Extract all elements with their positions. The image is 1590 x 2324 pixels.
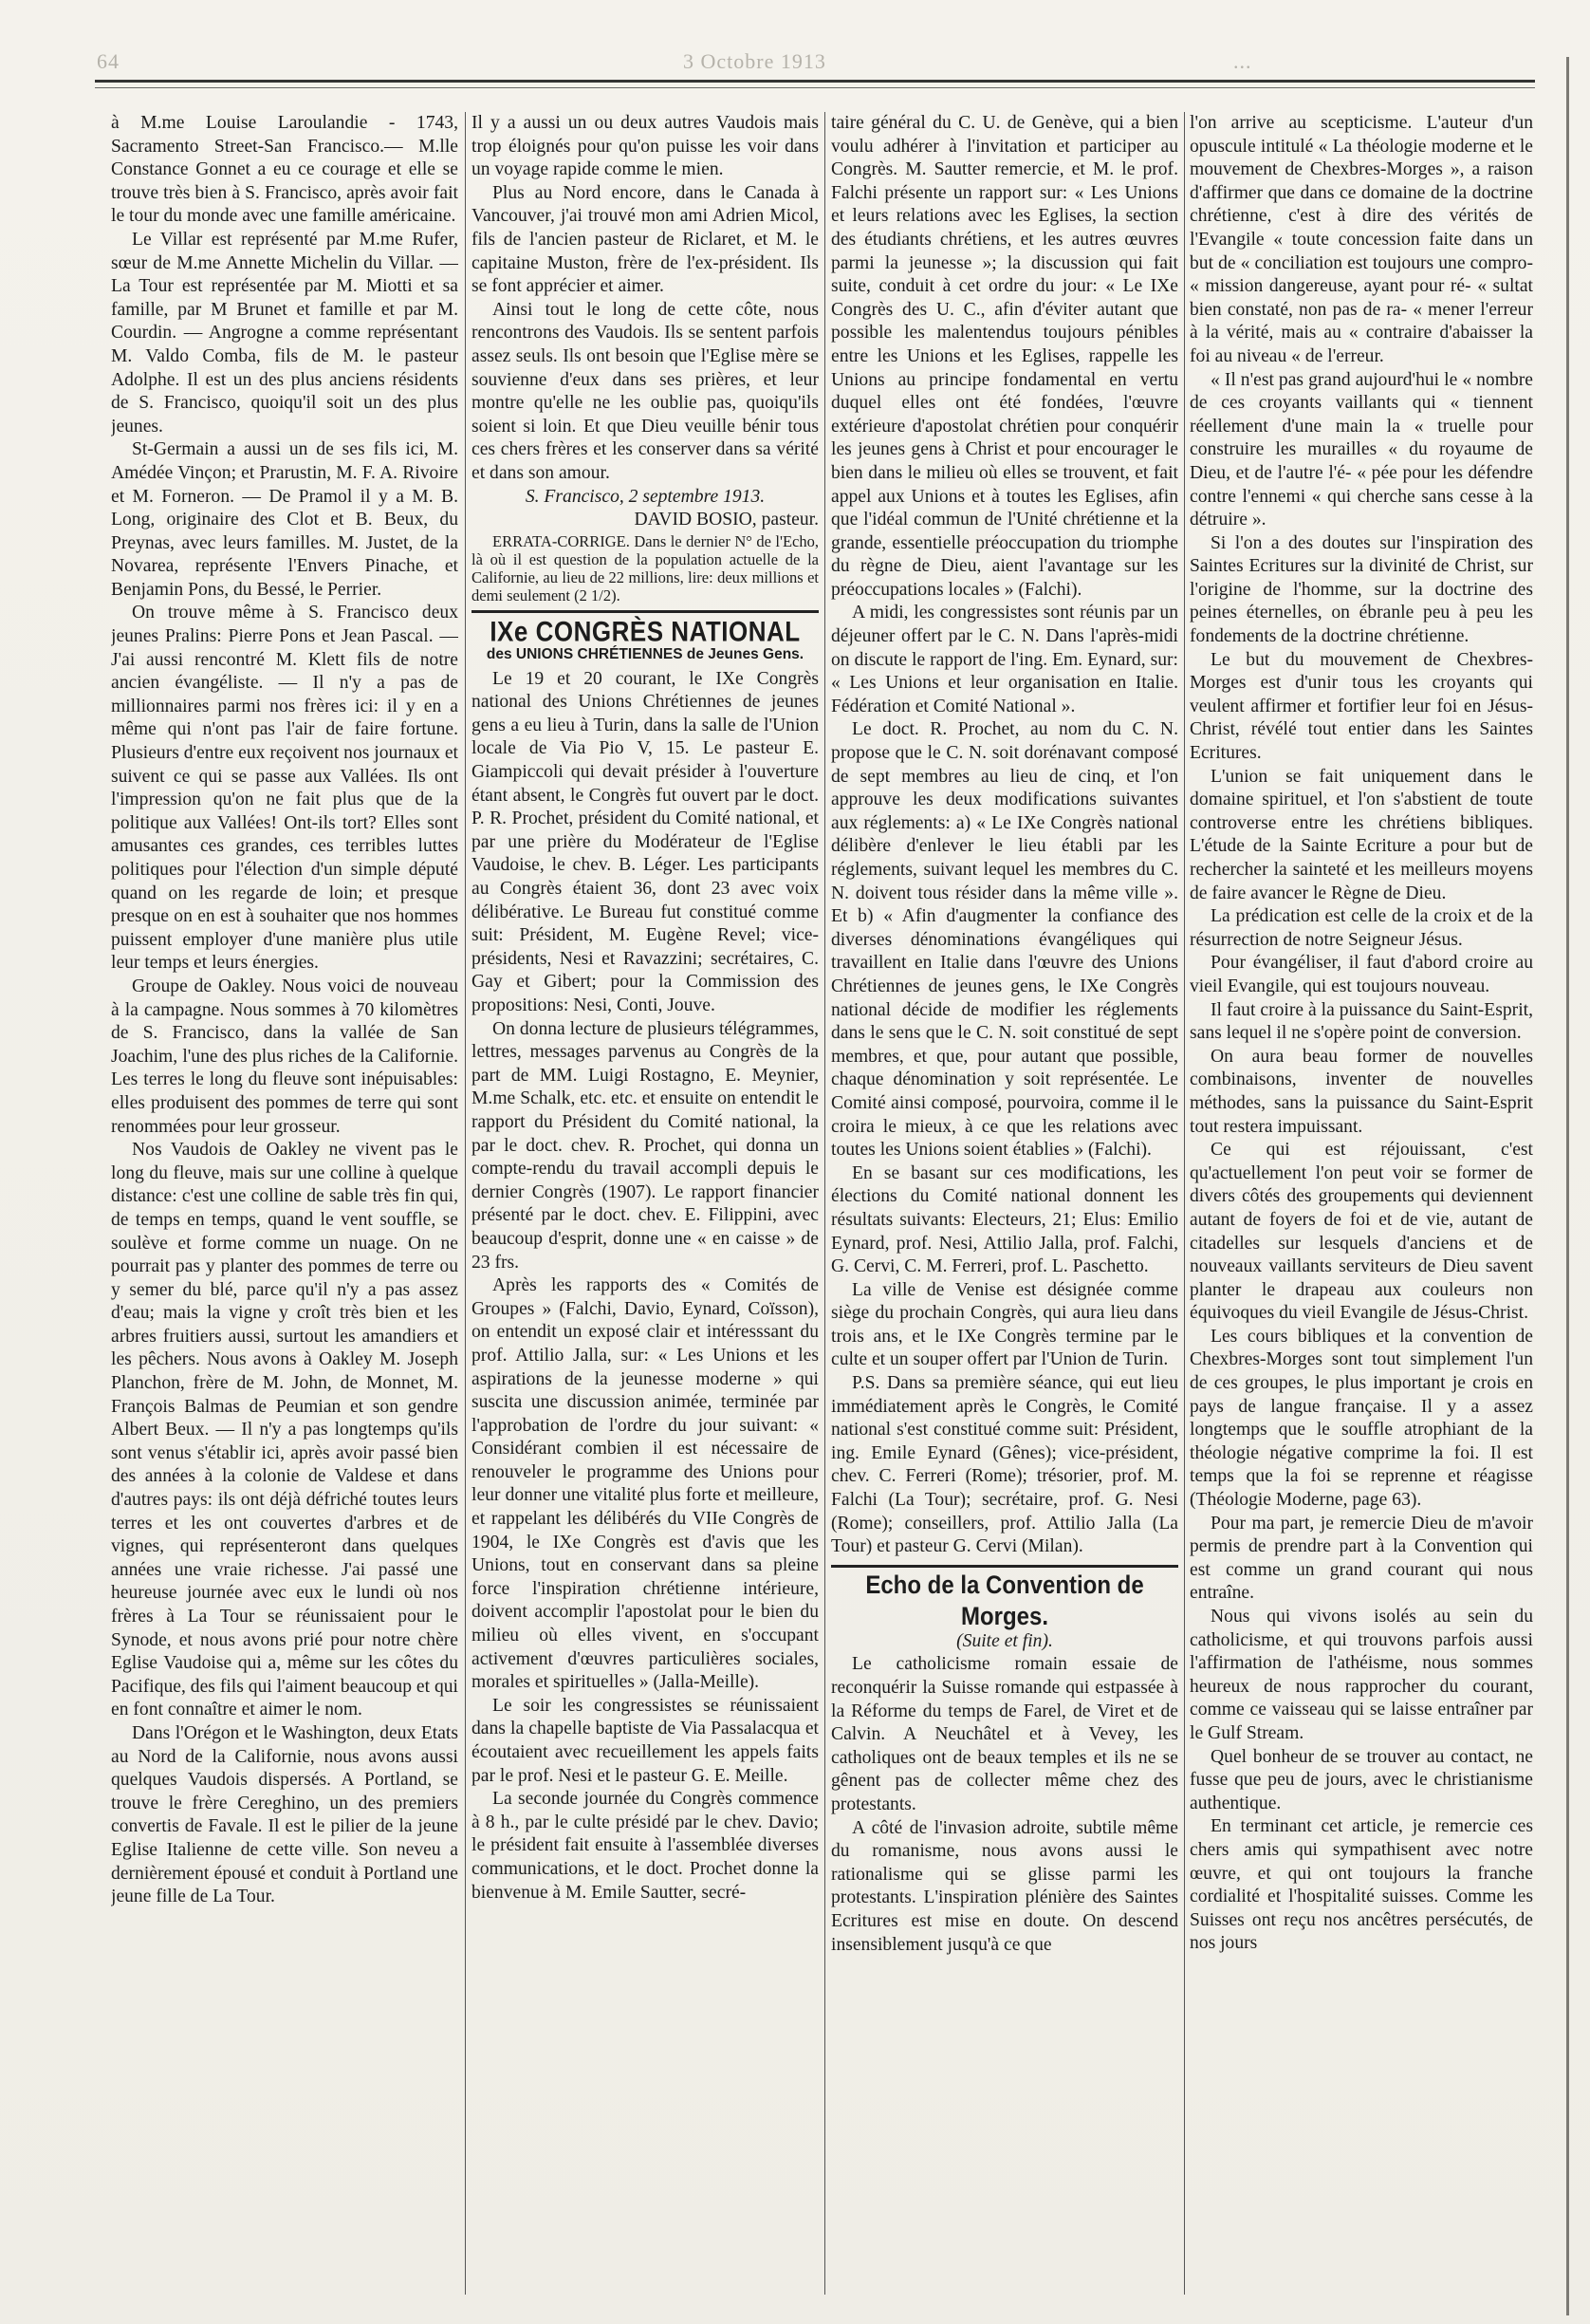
paragraph: Il y a aussi un ou deux autres Vaudois mais trop éloignés pour qu'on puisse les voir dans un voyage rapide comme le mien.	[471, 113, 819, 180]
paragraph: P.S. Dans sa première séance, qui eut lieu immédiatement après le Congrès, le Comité national s'est constitué comme suit: Président, ing. Emile Eynard (Gênes); vice-président, chev. C. Ferreri (Rome); trésorier, prof. M. Falchi (La Tour); secrétaire, prof. G. Nesi (Rome); conseillers, prof. Attilio Jalla (La Tour) et pasteur G. Cervi (Milan).	[831, 1373, 1178, 1557]
paragraph: Le soir les congressistes se réunissaient dans la chapelle baptiste de Via Passalacqua et écoutaient avec recueillement les appels faits par le prof. Nesi et le pasteur G. E. Meille.	[471, 1695, 819, 1786]
errata-note: ERRATA-CORRIGE. Dans le dernier N° de l'Echo, là où il est question de la population actuelle de la Californie, au lieu de 22 millions, lire: deux millions et demi seulement (2 1/2).	[471, 531, 819, 604]
paragraph: A côté de l'invasion adroite, subtile même du romanisme, nous avons aussi le rationalisme qui se glisse parmi les protestants. L'inspiration plénière des Saintes Ecritures est mise en doute. On descend insensiblement jusqu'à ce que	[831, 1817, 1178, 1955]
paragraph: Groupe de Oakley. Nous voici de nouveau à la campagne. Nous sommes à 70 kilomètres de S. Francisco, dans la vallée de San Joachim, l'une des plus riches de la Californie. Les terres le long du fleuve sont inépuisables: elles produisent des pommes de terre qui sont renommées pour leur grosseur.	[111, 976, 458, 1137]
paragraph: Quel bonheur de se trouver au contact, ne fusse que peu de jours, avec le christianisme authentique.	[1190, 1746, 1533, 1813]
paragraph: Le catholicisme romain essaie de reconquérir la Suisse romande qui estpassée à la Réforme du temps de Farel, de Viret et de Calvin. A Neuchâtel et à Vevey, les catholiques ont de beaux temples et ils ne se gênent pas de collecter même chez des protestants.	[831, 1654, 1178, 1814]
column-4	[1190, 112, 1533, 2295]
paragraph: St-Germain a aussi un de ses fils ici, M. Amédée Vinçon; et Prarustin, M. F. A. Rivoire et M. Forneron. — De Pramol il y a M. B. Long, originaire des Clot et B. Beux, du Preynas, avec leurs familles. M. Justet, de la Novarea, représente l'Envers Pinache, et Benjamin Pons, du Bessé, le Perrier.	[111, 439, 458, 600]
paragraph: Pour évangéliser, il faut d'abord croire au vieil Evangile, qui est toujours nouveau.	[1190, 953, 1533, 996]
paragraph: l'on arrive au scepticisme. L'auteur d'un opuscule intitulé « La théologie moderne et le mouvement de Chexbres-Morges », a raison d'affirmer que dans ce domaine de la doctrine chrétienne, c'est à dire des vérités de l'Evangile « toute concession faite dans un but de « conciliation est toujours une compro- « mission dangereuse, ayant pour ré- « sultat bien constaté, non pas de ra- « mener l'erreur à la vérité, mais au « contraire d'abaisser la foi au niveau « de l'erreur.	[1190, 113, 1533, 366]
section-rule	[831, 1565, 1178, 1568]
paragraph: La seconde journée du Congrès commence à 8 h., par le culte présidé par le chev. Davio; le président fait ensuite à l'assemblée diverses communications, et le doct. Prochet donne la bienvenue à M. Emile Sautter, secré-	[471, 1789, 819, 1903]
ghost-right: ...	[1233, 49, 1252, 73]
echo-title: Echo de la Convention de Morges.	[865, 1571, 1144, 1631]
column-3	[831, 112, 1178, 2295]
paragraph: Pour ma part, je remercie Dieu de m'avoir permis de prendre part à la Convention qui est comme un grand courant qui nous entraîne.	[1190, 1513, 1533, 1604]
paragraph: Après les rapports des « Comités de Groupes » (Falchi, Davio, Eynard, Coïsson), on entendit un exposé clair et intéresssant du prof. Attilio Jalla, sur: « Les Unions et les aspirations de la jeunesse moderne » qui suscita une discussion animée, terminée par l'approbation de l'ordre du jour suivant: « Considérant combien il est nécessaire de renouveler le programme des Unions pour leur donner une vitalité plus forte et meilleure, et rappelant les délibérés du VIIe Congrès de 1904, le IXe Congrès est d'avis que les Unions, tout en conservant dans sa pleine force l'inspiration chrétienne intérieure, doivent accomplir l'apostolat pour le bien du milieu où elles vivent, en s'occupant activement d'œuvres particulières sociales, morales et spirituelles » (Jalla-Meille).	[471, 1275, 819, 1693]
congress-subtitle: des UNIONS CHRÉTIENNES de Jeunes Gens.	[486, 645, 804, 662]
paragraph: Dans l'Orégon et le Washington, deux Etats au Nord de la Californie, nous avons aussi quelques Vaudois dispersés. A Portland, se trouve le frère Cereghino, un des premiers convertis de Favale. Il est le pilier de la jeune Eglise Italienne de cette ville. Son neveu a dernièrement épousé et conduit à Portland une jeune fille de La Tour.	[111, 1722, 458, 1907]
paragraph: Le Villar est représenté par M.me Rufer, sœur de M.me Annette Michelin du Villar. — La Tour est représentée par M. Miotti et sa famille, par M Brunet et famille et par M. Courdin. — Angrogne a comme représentant M. Valdo Comba, fils de M. le pasteur Adolphe. Il est un des plus anciens résidents de S. Francisco, quoiqu'il soit un des plus jeunes.	[111, 229, 458, 437]
column-divider	[1184, 112, 1185, 2295]
paragraph: On trouve même à S. Francisco deux jeunes Pralins: Pierre Pons et Jean Pascal. — J'ai aussi rencontré M. Klett fils de notre ancien évangéliste. — Il n'y a pas de millionnaires parmi nos frères ici: il y en a même qui n'ont pas l'air de faire fortune. Plusieurs d'entre eux reçoivent nos journaux et suivent ce qui se passe aux Vallées. Ils ont l'impression qu'on ne fait plus que de la politique aux Vallées! Ont-ils tort? Elles sont amusantes ces grandes, ces terribles luttes politiques pour l'élection d'un simple député quand on les regarde de loin; et presque presque on en est à souhaiter que nos hommes puissent employer d'une manière plus utile leur temps et leurs énergies.	[111, 603, 458, 974]
paragraph: Ainsi tout le long de cette côte, nous rencontrons des Vaudois. Ils se sentent parfois assez seuls. Ils ont besoin que l'Eglise mère se souvienne d'eux dans ses prières, et leur montre qu'elle ne les oublie pas, quoiqu'ils soient si loin. Et que Dieu veuille bénir tous ces chers frères et les conserver dans sa vérité et dans son amour.	[471, 299, 819, 483]
paragraph: à M.me Louise Laroulandie - 1743, Sacramento Street-San Francisco.— M.lle Constance Gonnet a eu ce courage et elle se trouve très bien à S. Francisco, après avoir fait le tour du monde avec une famille américaine.	[111, 113, 458, 227]
letter-signature: DAVID BOSIO, pasteur.	[634, 510, 819, 530]
paragraph: On aura beau former de nouvelles combinaisons, inventer de nouvelles méthodes, sans la puissance du Saint-Esprit tout restera impuissant.	[1190, 1046, 1533, 1137]
paragraph: Plus au Nord encore, dans le Canada à Vancouver, j'ai trouvé mon ami Adrien Micol, fils de l'ancien pasteur de Riclaret, et M. le capitaine Muston, frère de l'ex-président. Ils se font apprécier et aimer.	[471, 182, 819, 297]
column-divider	[465, 112, 466, 2295]
ghost-date: 3 Octobre 1913	[683, 49, 826, 73]
paragraph: En terminant cet article, je remercie ces chers amis qui sympathisent avec notre œuvre, et qui ont toujours la franche cordialité et l'hospitalité suisses. Comme les Suisses ont reçu nos ancêtres persécutés, de nos jours	[1190, 1816, 1533, 1954]
header-rule-thin	[95, 87, 1535, 88]
paragraph: taire général du C. U. de Genève, qui a bien voulu adhérer à l'invitation et participer au Congrès. M. Sautter remercie, et M. le prof. Falchi présente un rapport sur: « Les Unions et leurs relations avec les Eglises, la section des étudiants chrétiens, et les autres œuvres parmi la jeunesse »; la discussion qui fait suite, conduit à cet ordre du jour: « Le IXe Congrès des U. C., afin d'éviter autant que possible les malentendus toujours pénibles entre les Unions et les Eglises, rappelle les Unions au principe fondamental en vertu duquel elles ont été fondées, l'œuvre extérieure d'apostolat chrétien pour conquérir les jeunes gens à Christ et pour encourager le bien dans le milieu où elles se trouvent, et fait appel aux Unions et à toutes les Eglises, afin que l'idéal commun de l'Unité chrétienne et la grande, essentielle préoccupation du triomphe du règne de Dieu, aient l'avantage sur les préoccupations locales » (Falchi).	[831, 113, 1178, 600]
paragraph: « Il n'est pas grand aujourd'hui le « nombre de ces croyants vaillants qui « tiennent réellement d'une main la « truelle pour construire les murailles « du royaume de Dieu, et de l'autre l'é- « pée pour les défendre contre l'ennemi « qui cherche sans cesse à la détruire ».	[1190, 369, 1533, 530]
paragraph: Le doct. R. Prochet, au nom du C. N. propose que le C. N. soit dorénavant composé de sept membres au lieu de cinq, et l'on approuve les deux modifications suivantes aux réglements: a) « Le IXe Congrès national délibère d'enlever le lieu établi par les réglements, suivant lequel les membres du C. N. doivent tous résider dans la même ville ». Et b) « Afin d'augmenter la confiance des diverses dénominations évangéliques qui travaillent en Italie dans l'œuvre des Unions Chrétiennes de jeunes gens, le IXe Congrès national décide de modifier les réglements dans le sens que le C. N. soit constitué de sept membres, et que, pour autant que possible, chaque dénomination y soit représentée. Le Comité ainsi composé, pourvoira, comme il le croira le mieux, à ce que les relations avec toutes les Unions soient établies » (Falchi).	[831, 719, 1178, 1161]
paragraph: Les cours bibliques et la convention de Chexbres-Morges sont tout simplement l'un de ces groupes, le plus important je crois en pays de langue française. Il y a assez longtemps que le souffle atrophiant de la théologie négative comprime la foi. Il est temps que la foi se reprenne et réagisse (Théologie Moderne, page 63).	[1190, 1326, 1533, 1511]
paragraph: La ville de Venise est désignée comme siège du prochain Congrès, qui aura lieu dans trois ans, et le IXe Congrès termine par le culte et un souper offert par l'Union de Turin.	[831, 1279, 1178, 1370]
paragraph: Le 19 et 20 courant, le IXe Congrès national des Unions Chrétiennes de jeunes gens a eu lieu à Turin, dans la salle de l'Union locale de Via Pio V, 15. Le pasteur E. Giampiccoli qui devait présider à l'ouverture étant absent, le Congrès fut ouvert par le doct. P. R. Prochet, président du Comité national, et par une prière du Modérateur de l'Eglise Vaudoise, le chev. B. Léger. Les participants au Congrès étaient 36, dont 23 avec voix délibérative. Le Bureau fut constitué comme suit: Président, M. Eugène Revel; vice-présidents, Nesi et Ravazzini; secrétaires, C. Gay et Gibert; pour la Commission des propositions: Nesi, Conti, Jouve.	[471, 668, 819, 1015]
paragraph: L'union se fait uniquement dans le domaine spirituel, et l'on s'abstient de toute controverse entre les chrétiens bibliques. L'étude de la Sainte Ecriture a pour but de rechercher la sainteté et les meilleurs moyens de faire avancer le Règne de Dieu.	[1190, 766, 1533, 903]
paragraph: Il faut croire à la puissance du Saint-Esprit, sans lequel il ne s'opère point de conversion.	[1190, 999, 1533, 1044]
bleed-through-header	[0, 49, 1590, 78]
paragraph: Nos Vaudois de Oakley ne vivent pas le long du fleuve, mais sur une colline à quelque distance: c'est une colline de sable très fin qui, de temps en temps, quand le vent souffle, se soulève et forme comme un nuage. On ne pourrait pas y planter des pommes de terre ou y semer du blé, parce qu'il n'y a pas assez d'eau; mais la vigne y croît très bien et les arbres fruitiers aussi, surtout les amandiers et les pêchers. Nous avons à Oakley M. Joseph Planchon, frère de M. John, de Monnet, M. François Balmas de Peumian et son gendre Albert Beux. — Il n'y a pas longtemps qu'ils sont venus s'établir ici, après avoir passé bien des années à la colonie de Valdese et dans d'autres pays: ils ont déjà défriché toutes leurs terres et les ont couvertes d'arbres et de vignes, qui représenteront dans quelques années une vraie richesse. J'ai passé une heureuse journée avec eux le lundi où nos frères à La Tour se réunissaient pour le Synode, et nous avons prié pour notre chère Eglise Vaudoise qui a, même sur les côtes du Pacifique, des fils qui l'aiment beaucoup et qui en font connaître et aimer le nom.	[111, 1140, 458, 1720]
column-divider	[824, 112, 825, 2295]
column-2	[471, 112, 819, 2295]
paragraph: La prédication est celle de la croix et de la résurrection de notre Seigneur Jésus.	[1190, 906, 1533, 950]
column-1	[111, 112, 458, 2295]
page-edge	[1566, 57, 1569, 2315]
letter-date: S. Francisco, 2 septembre 1913.	[525, 486, 766, 507]
paragraph: On donna lecture de plusieurs télégrammes, lettres, messages parvenus au Congrès de la part de MM. Luigi Rostagno, E. Meynier, M.me Schalk, etc. etc. et ensuite on entendit le rapport du Président du Comité national, la par le doct. chev. R. Prochet, qui donna un compte-rendu du travail accompli depuis le dernier Congrès (1907). Le rapport financier présenté par le doct. chev. E. Filippini, avec beaucoup d'esprit, donne une « en caisse » de 23 frs.	[471, 1018, 819, 1273]
paragraph: Ce qui est réjouissant, c'est qu'actuellement l'on peut voir se former de divers côtés des groupements qui deviennent autant de foyers de foi et de vie, autant de citadelles sur lesquels d'anciens et de nouveaux vaillants serviteurs de Dieu savent planter le drapeau aux couleurs non équivoques du vieil Evangile de Jésus-Christ.	[1190, 1140, 1533, 1324]
paragraph: Si l'on a des doutes sur l'inspiration des Saintes Ecritures sur la divinité de Christ, sur l'origine de l'homme, sur la doctrine des peines éternelles, on ébranle peu à peu les fondements de la doctrine chrétienne.	[1190, 532, 1533, 647]
ghost-page-number: 64	[97, 49, 120, 73]
paragraph: Le but du mouvement de Chexbres-Morges est d'unir tous les croyants qui veulent affirmer et fortifier leur foi en Jésus-Christ, révélé tout entier dans les Saintes Ecritures.	[1190, 649, 1533, 764]
echo-subtitle: (Suite et fin).	[956, 1630, 1053, 1651]
paragraph: Nous qui vivons isolés au sein du catholicisme, et qui trouvons parfois aussi l'affirmation de l'athéisme, nous sommes heureux de nous rapprocher du courant, comme ce vaisseau qui se laisse entraîner par le Gulf Stream.	[1190, 1607, 1533, 1743]
paragraph: A midi, les congressistes sont réunis par un déjeuner offert par le C. N. Dans l'après-midi on discute le rapport de l'ing. Em. Eynard, sur: « Les Unions et leur organisation en Italie. Fédération et Comité National ».	[831, 603, 1178, 716]
congress-title: IXe CONGRÈS NATIONAL	[490, 614, 801, 647]
section-rule	[471, 610, 819, 613]
paragraph: En se basant sur ces modifications, les élections du Comité national donnent les résultats suivants: Electeurs, 21; Elus: Emilio Eynard, prof. Nesi, Attilio Jalla, prof. Falchi, G. Cervi, C. M. Ferreri, prof. L. Paschetto.	[831, 1162, 1178, 1277]
header-rule	[95, 80, 1535, 83]
